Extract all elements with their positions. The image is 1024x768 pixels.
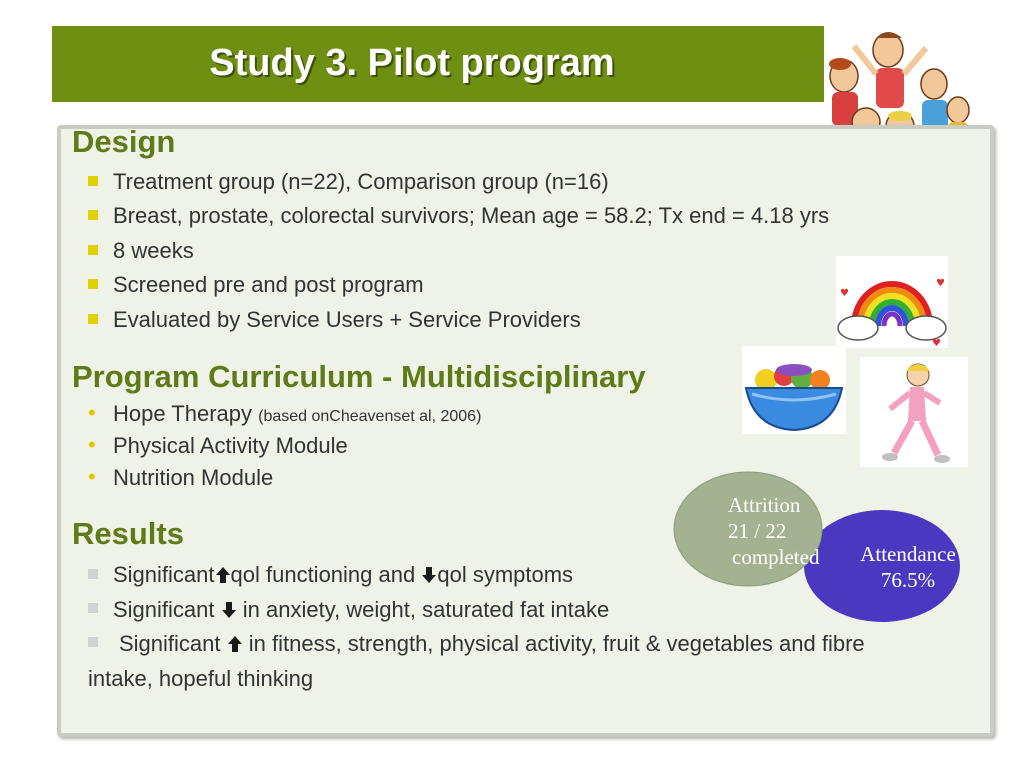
attrition-label: Attrition <box>728 493 801 517</box>
bullet-dot: • <box>88 400 96 425</box>
bullet-square <box>88 176 98 186</box>
design-item-4: Screened pre and post program <box>113 272 424 297</box>
result-2-end: in anxiety, weight, saturated fat intake <box>242 597 610 622</box>
design-item-2: Breast, prostate, colorectal survivors; Mean age = 58.2; Tx end = 4.18 yrs <box>113 203 830 228</box>
arrow-down-icon <box>221 601 237 619</box>
bullet-dot: • <box>88 464 96 489</box>
result-1-lead: Significant <box>113 562 215 587</box>
result-item-2 <box>113 597 609 623</box>
svg-text:♥: ♥ <box>936 278 945 289</box>
attendance-label: Attendance <box>860 542 956 566</box>
result-2-lead: Significant <box>113 597 215 622</box>
bullet-square <box>88 314 98 324</box>
result-1-middle: qol functioning and <box>230 562 416 587</box>
result-item-3-continued: intake, hopeful thinking <box>88 666 314 691</box>
curriculum-item-nutrition: Nutrition Module <box>113 465 274 490</box>
design-heading: Design <box>72 124 176 159</box>
arrow-up-icon <box>215 566 231 584</box>
result-item-1 <box>113 562 573 588</box>
attrition-completed: completed <box>732 545 820 569</box>
arrow-down-icon <box>421 566 437 584</box>
hope-therapy-citation: (based onCheavenset al, 2006) <box>258 408 482 425</box>
attrition-text <box>728 492 819 570</box>
bullet-square <box>88 279 98 289</box>
attrition-count: 21 / 22 <box>728 519 787 543</box>
bullet-square <box>88 245 98 255</box>
rainbow-clouds-clipart <box>836 256 948 348</box>
bullet-dot: • <box>88 432 96 457</box>
design-item-1: Treatment group (n=22), Comparison group (n=16) <box>113 169 609 194</box>
result-item-3 <box>119 631 865 657</box>
curriculum-item-hope <box>113 401 481 427</box>
design-item-3: 8 weeks <box>113 238 194 263</box>
arrow-up-icon <box>227 635 243 653</box>
svg-text:♥: ♥ <box>932 338 941 348</box>
curriculum-item-physical: Physical Activity Module <box>113 433 348 458</box>
bullet-square <box>88 569 98 579</box>
hope-therapy-label: Hope Therapy <box>113 401 253 426</box>
slide-title: Study 3. Pilot program <box>209 42 615 84</box>
title-bar <box>52 26 827 102</box>
bullet-square <box>88 210 98 220</box>
jogging-woman-clipart <box>860 357 968 467</box>
bullet-square <box>88 603 98 613</box>
curriculum-heading: Program Curriculum - Multidisciplinary <box>72 359 646 394</box>
bullet-square <box>88 637 98 647</box>
design-item-5: Evaluated by Service Users + Service Providers <box>113 307 581 332</box>
result-3-end: in fitness, strength, physical activity, fruit & vegetables and fibre <box>248 631 865 656</box>
results-heading: Results <box>72 516 184 551</box>
fruit-bowl-clipart <box>742 346 846 434</box>
attendance-text <box>856 541 960 593</box>
result-3-lead: Significant <box>119 631 221 656</box>
svg-text:♥: ♥ <box>840 288 849 299</box>
attendance-value: 76.5% <box>880 568 936 592</box>
result-1-end: qol symptoms <box>437 562 574 587</box>
